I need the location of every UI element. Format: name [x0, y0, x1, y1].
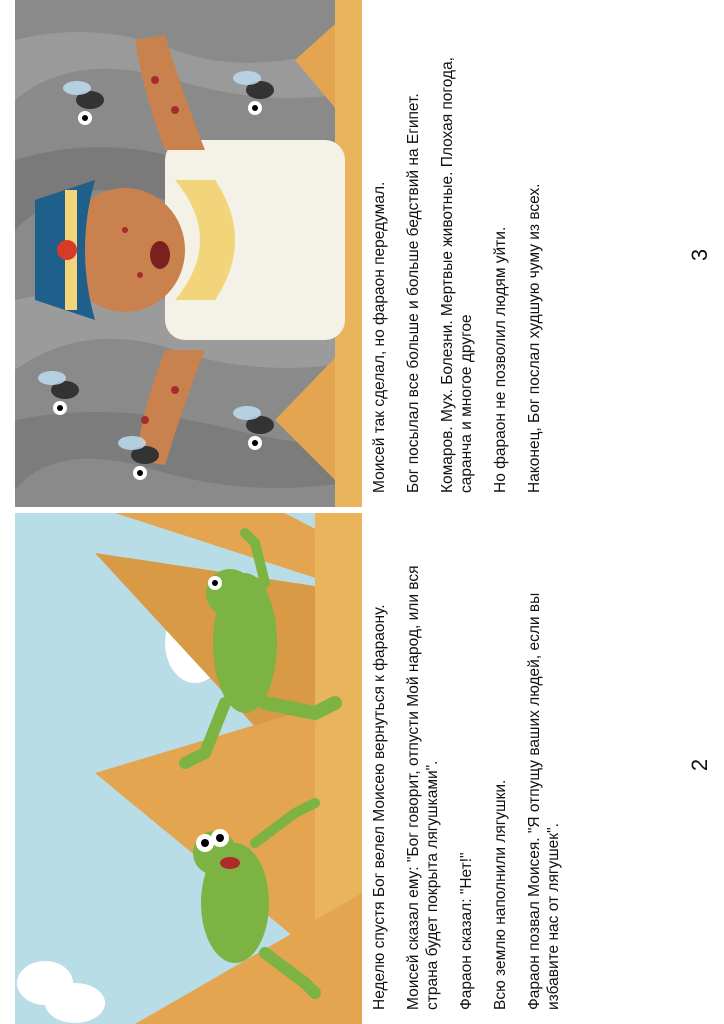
page-number-label: 3 [687, 248, 712, 262]
pharaoh-flies-illustration [15, 0, 362, 507]
paragraph: Наконец, Бог послал худшую чуму из всех. [526, 183, 543, 493]
paragraph: Неделю спустя Бог велел Моисею вернуться к фараону. [371, 604, 388, 1010]
paragraph: Всю землю наполнили лягушки. [492, 779, 509, 1010]
page-text-top [362, 0, 662, 507]
paragraph: Но фараон не позволил людям уйти. [492, 226, 509, 493]
paragraph: Бог посылал все больше и больше бедствий на Египет. [405, 93, 422, 493]
paragraph: Фараон сказал: "Нет!" [458, 852, 475, 1010]
page-number [680, 745, 720, 785]
frogs-illustration [15, 513, 362, 1024]
paragraph: Фараон позвал Моисея. "Я отпущу ваших людей, если вы избавите нас от лягушек". [526, 592, 562, 1010]
page-number-label: 2 [687, 758, 712, 772]
paragraph: Комаров. Мух. Болезни. Мертвые животные. Плохая погода, саранча и многое другое [439, 57, 475, 493]
page-number [680, 235, 720, 275]
paragraph: Моисей так сделал, но фараон передумал. [371, 181, 388, 493]
page-text-bottom [362, 513, 662, 1024]
paragraph: Моисей сказал ему: "Бог говорит, отпусти Мой народ, или вся страна будет покрыта лягушками". [405, 565, 441, 1010]
